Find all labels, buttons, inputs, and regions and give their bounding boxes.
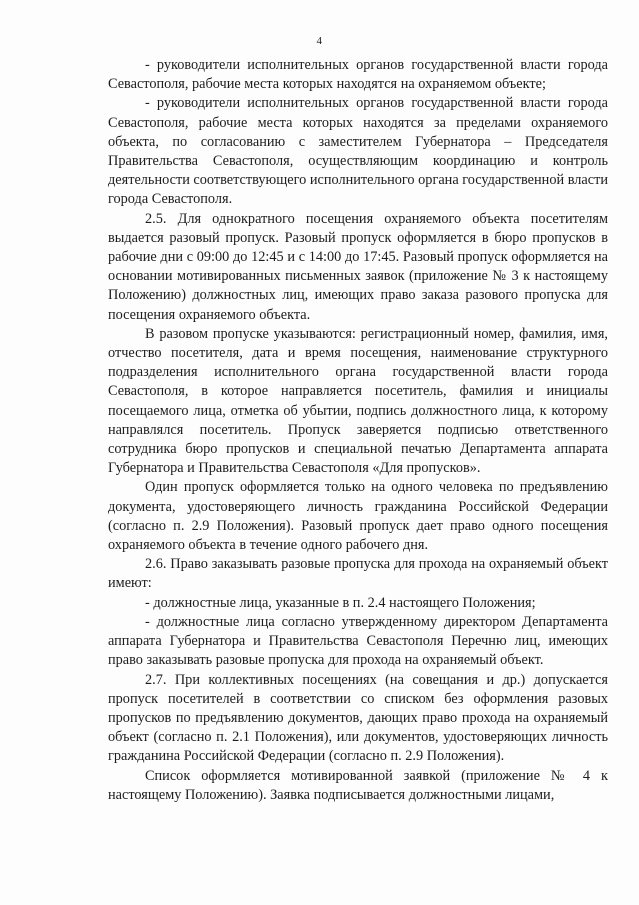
paragraph-officials-2-4: - должностные лица, указанные в п. 2.4 настоящего Положения; xyxy=(145,594,536,611)
paragraph-2-5-one-time-pass: 2.5. Для однократного посещения охраняемого объекта посетителям выдается разовый пропуск. Разовый пропуск оформляется в бюро пропусков в рабочие дни с 09:00 до 12:45 и с 14:00 до 17:45. Разовый пропуск оформляется на основании мотивированных письменных заявок (приложение № 3 к настоящему Положению) должностных лиц, имеющих право заказа разового пропуска для посещения охраняемого объекта. xyxy=(108,210,608,323)
paragraph-2-7-group-visits: 2.7. При коллективных посещениях (на совещания и др.) допускается пропуск посетителей в соответствии со списком без оформления разовых пропусков по предъявлению документов, дающих право прохода на охраняемый объект (согласно п. 2.1 Положения), или документов, удостоверяющих личность гражданина Российской Федерации (согласно п. 2.9 Положения). xyxy=(108,671,608,765)
paragraph-2-6-right-to-order: 2.6. Право заказывать разовые пропуска для прохода на охраняемый объект имеют: xyxy=(108,556,608,592)
page-number: 4 xyxy=(316,35,323,47)
paragraph-officials-list: - должностные лица согласно утвержденному директором Департамента аппарата Губернатора и Правительства Севастополя Перечню лиц, имеющих право заказывать разовые пропуска для прохода на охраняемый объект. xyxy=(108,613,608,669)
paragraph-pass-contents: В разовом пропуске указываются: регистрационный номер, фамилия, имя, отчество посетителя, дата и время посещения, наименование структурного подразделения исполнительного органа государственной власти города Севастополя, в которое направляется посетитель, фамилия и инициалы посещаемого лица, отметка об убытии, подпись должностного лица, к которому направлялся посетитель. Пропуск заверяется подписью ответственного сотрудника бюро пропусков и специальной печатью Департамента аппарата Губернатора и Правительства Севастополя «Для пропусков». xyxy=(108,325,608,477)
document-body xyxy=(108,56,608,805)
paragraph-heads-offsite: - руководители исполнительных органов государственной власти города Севастополя, рабочие места которых находятся за пределами охраняемого объекта, по согласованию с заместителем Губернатора – Председателя Правительства Севастополя, осуществляющим координацию и контроль деятельности соответствующего исполнительного органа государственной власти города Севастополя. xyxy=(108,95,608,208)
paragraph-list-request: Список оформляется мотивированной заявкой (приложение № 4 к настоящему Положению). Заявка подписывается должностными лицами, xyxy=(108,767,608,803)
paragraph-heads-onsite: - руководители исполнительных органов государственной власти города Севастополя, рабочие места которых находятся на охраняемом объекте; xyxy=(108,57,608,93)
paragraph-one-pass-one-person: Один пропуск оформляется только на одного человека по предъявлению документа, удостоверяющего личность гражданина Российской Федерации (согласно п. 2.9 Положения). Разовый пропуск дает право одного посещения охраняемого объекта в течение одного рабочего дня. xyxy=(108,479,608,554)
